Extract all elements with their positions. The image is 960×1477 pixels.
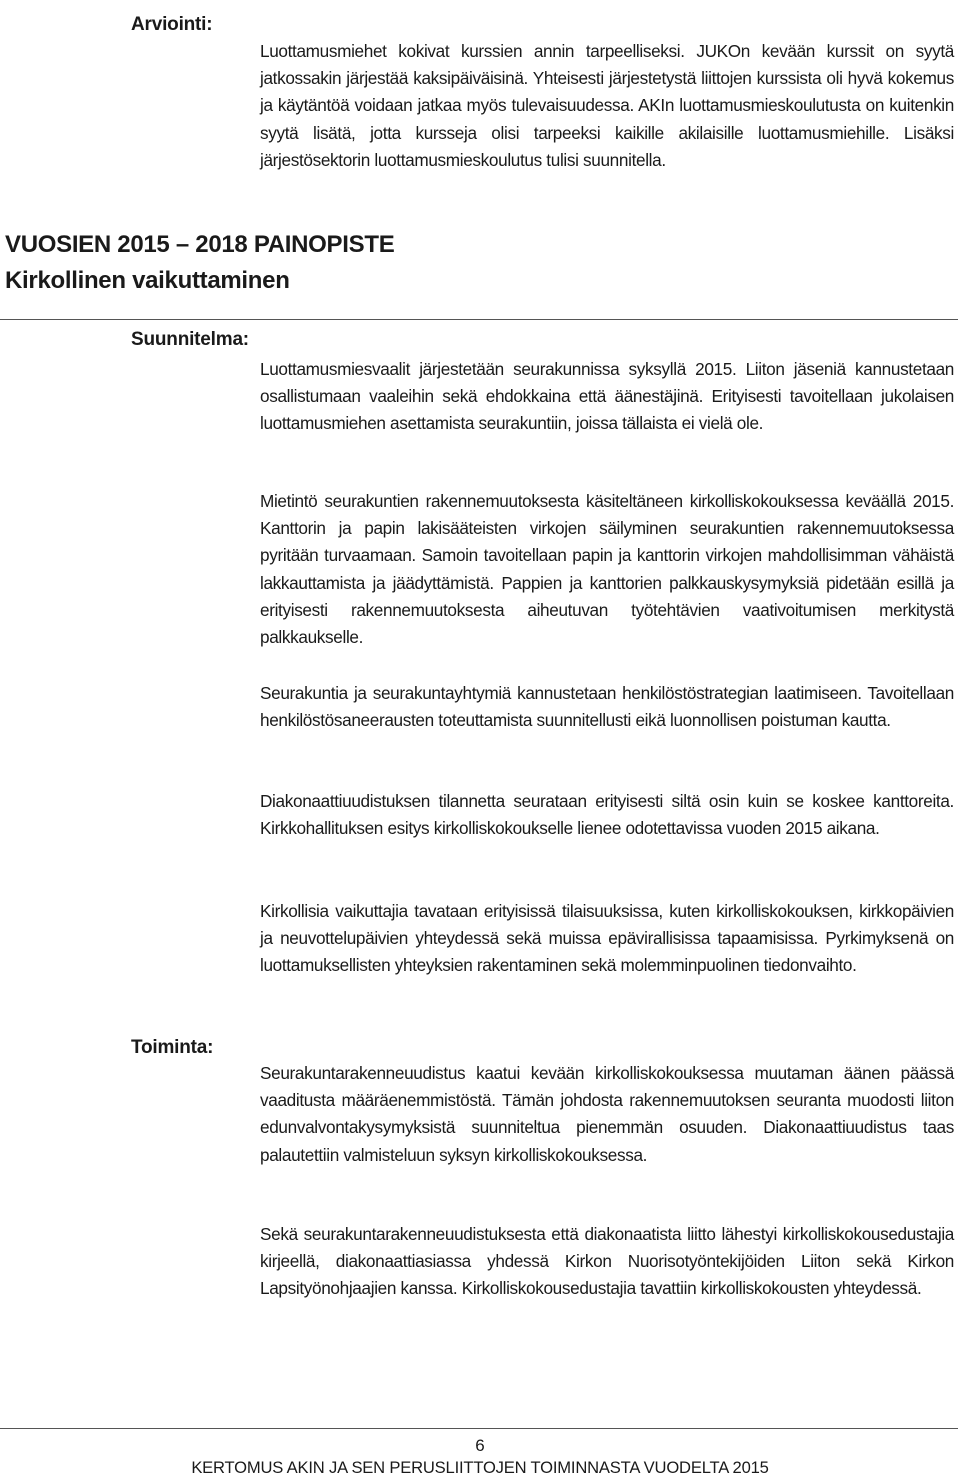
arviointi-paragraph: Luottamusmiehet kokivat kurssien annin tarpeelliseksi. JUKOn kevään kurssit on syytä jatkossakin järjestää kaksipäiväisinä. Yhteisesti järjestetystä liittojen kurssista oli hyvä kokemus ja käytäntöä voidaan jatkaa myös tulevaisuudessa. AKIn luottamusmieskoulutusta on kuitenkin syytä lisätä, jotta kursseja olisi tarpeeksi kaikille akilaisille luottamusmiehille. Lisäksi järjestösektorin luottamusmieskoulutus tulisi suunnitella. [260,41,954,170]
suunnitelma-paragraph: Kirkollisia vaikuttajia tavataan erityisissä tilaisuuksissa, kuten kirkolliskokouksen, kirkkopäivien ja neuvottelupäivien yhteydessä sekä muissa epävirallisissa tapaamisissa. Pyrkimyksenä on luottamuksellisten yhteyksien rakentaminen sekä molemminpuolinen tiedonvaihto. [260,901,954,976]
toiminta-paragraph: Seurakuntarakenneuudistus kaatui kevään kirkolliskokouksessa muutaman äänen päässä vaaditusta määräenemmistöstä. Tämän johdosta rakennemuutoksen seuranta muodosti liiton edunvalvontakysymyksistä suunniteltua pienemmän osuuden. Diakonaattiuudistus taas palautettiin valmisteluun syksyn kirkolliskokouksessa. [260,1063,954,1165]
arviointi-text [260,38,954,174]
suunnitelma-text [260,680,954,734]
page-number: 6 [475,1436,485,1455]
suunnitelma-text [260,356,954,438]
suunnitelma-text [260,898,954,980]
section-heading-title: VUOSIEN 2015 – 2018 PAINOPISTE [5,231,395,258]
section-heading-subtitle: Kirkollinen vaikuttaminen [5,267,290,294]
suunnitelma-label: Suunnitelma: [131,329,249,350]
suunnitelma-paragraph: Diakonaattiuudistuksen tilannetta seurataan erityisesti siltä osin kuin se koskee kanttoreita. Kirkkohallituksen esitys kirkolliskokoukselle lienee odotettavissa vuoden 2015 aikana. [260,791,954,839]
section-divider [0,319,958,320]
suunnitelma-paragraph: Luottamusmiesvaalit järjestetään seurakunnissa syksyllä 2015. Liiton jäseniä kannustetaan osallistumaan vaaleihin sekä ehdokkaina että äänestäjinä. Erityisesti tavoitellaan jukolaisen luottamusmiehen asettamista seurakuntiin, joissa tällaista ei vielä ole. [260,359,954,434]
toiminta-text [260,1060,954,1169]
arviointi-label: Arviointi: [131,14,213,35]
suunnitelma-text [260,488,954,651]
toiminta-label: Toiminta: [131,1037,214,1058]
toiminta-paragraph: Sekä seurakuntarakenneuudistuksesta että diakonaatista liitto lähestyi kirkolliskokousedustajia kirjeellä, diakonaattiasiassa yhdessä Kirkon Nuorisotyöntekijöiden Liiton sekä Kirkon Lapsityönohjaajien kanssa. Kirkolliskokousedustajia tavattiin kirkolliskokousten yhteydessä. [260,1224,954,1299]
suunnitelma-text [260,788,954,842]
toiminta-text [260,1221,954,1303]
suunnitelma-paragraph: Seurakuntia ja seurakuntayhtymiä kannustetaan henkilöstöstrategian laatimiseen. Tavoitellaan henkilöstösaneerausten toteuttamista suunnitellusti eikä luonnollisen poistuman kautta. [260,683,954,731]
suunnitelma-paragraph: Mietintö seurakuntien rakennemuutoksesta käsiteltäneen kirkolliskokouksessa keväällä 2015. Kanttorin ja papin lakisääteisten virkojen säilyminen seurakuntien rakennemuutoksessa pyritään turvaamaan. Samoin tavoitellaan papin ja kanttorin virkojen mahdollisimman vähäistä lakkauttamista ja jäädyttämistä. Pappien ja kanttorien palkkauskysymyksiä pidetään esillä ja erityisesti rakennemuutoksesta aiheutuvan työtehtävien vaativoitumisen merkitystä palkkaukselle. [260,491,954,648]
section-heading [5,227,394,299]
footer-title: KERTOMUS AKIN JA SEN PERUSLIITTOJEN TOIMINNASTA VUODELTA 2015 [191,1458,769,1477]
footer-divider [0,1428,958,1429]
